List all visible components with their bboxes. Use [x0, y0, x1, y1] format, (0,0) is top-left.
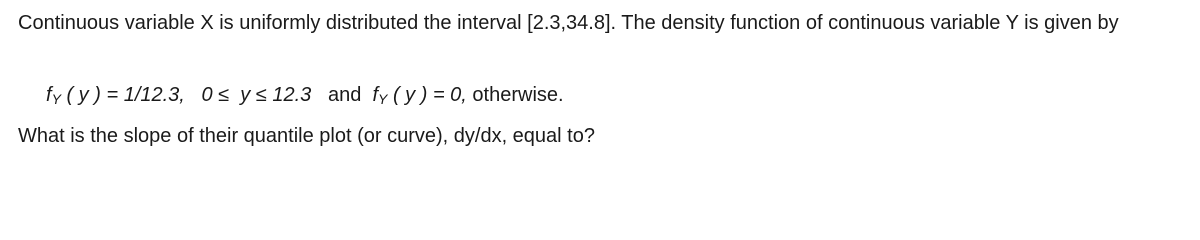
formula-otherwise: otherwise.: [466, 84, 564, 106]
formula-f1: f: [46, 84, 52, 106]
formula-and: and: [316, 84, 373, 106]
formula-f2: f: [372, 84, 379, 106]
question-text: What is the slope of their quantile plot (or curve), dy/dx, equal to?: [18, 125, 595, 147]
formula-f2-subscript: Y: [378, 91, 388, 107]
intro-paragraph: Continuous variable X is uniformly distributed the interval [2.3,34.8]. The density function of continuous variable Y is given by: [18, 12, 1119, 34]
formula-f1-definition: ( y ) = 1/12.3, 0 ≤ y ≤ 12.3: [60, 84, 317, 106]
formula-f1-subscript: Y: [51, 91, 61, 107]
density-formula: [46, 81, 564, 110]
formula-f2-definition: ( y ) = 0,: [387, 84, 467, 106]
